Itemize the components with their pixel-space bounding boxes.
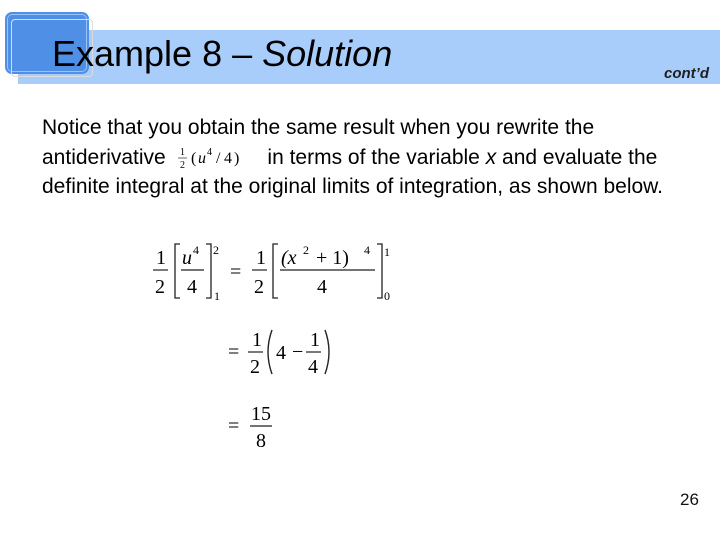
body-paragraph <box>42 113 702 202</box>
l1-lhs-left-bracket <box>175 244 180 298</box>
l3-num: 15 <box>251 403 271 425</box>
l1-lhs-upper: 2 <box>213 243 219 257</box>
inline-exp: 4 <box>206 146 212 158</box>
inline-close-paren: ) <box>233 149 239 167</box>
equation-line-1 <box>150 240 400 302</box>
l1-lhs-lower: 1 <box>214 289 220 302</box>
inline-slash: / <box>215 149 221 167</box>
l1-lhs-num: 1 <box>156 247 166 269</box>
l1-rhs-den2: 4 <box>317 276 327 298</box>
l1-rhs-expr: (x <box>281 247 297 269</box>
l1-lhs-right-bracket <box>206 244 211 298</box>
l1-rhs-exp: 4 <box>364 243 370 257</box>
inline-coef-den: 2 <box>179 159 185 170</box>
l2-four: 4 <box>276 342 286 364</box>
l2-den: 2 <box>250 356 260 378</box>
l1-rhs-sq: 2 <box>303 243 309 257</box>
equation-line-3 <box>226 402 286 452</box>
l2-right-paren <box>325 330 329 374</box>
l1-rhs-left-bracket <box>273 244 278 298</box>
title-main: Example 8 – <box>52 33 263 74</box>
title-solution: Solution <box>262 33 393 74</box>
l1-rhs-num: 1 <box>256 247 266 269</box>
l1-rhs-lower: 0 <box>384 289 390 302</box>
l2-frac-num: 1 <box>310 329 320 351</box>
inline-coef-num: 1 <box>179 146 185 158</box>
l2-frac-den: 4 <box>308 356 318 378</box>
l1-equals: = <box>230 261 242 283</box>
text-before: Notice that you obtain the same result when you rewrite the antiderivative <box>42 116 595 169</box>
l1-rhs-den: 2 <box>254 276 264 298</box>
l1-lhs-exp: 4 <box>193 243 199 257</box>
continued-label: cont’d <box>664 65 709 82</box>
inline-open-paren: ( <box>190 149 196 167</box>
l1-lhs-base: u <box>182 247 192 269</box>
equation-line-2 <box>226 326 336 378</box>
l1-lhs-den2: 4 <box>187 276 197 298</box>
text-middle: in terms of the variable <box>267 145 480 169</box>
l2-left-paren <box>268 330 272 374</box>
l2-minus: − <box>292 341 304 363</box>
variable-x: x <box>485 145 497 169</box>
l1-rhs-plus: + 1) <box>316 247 349 269</box>
l1-lhs-den: 2 <box>155 276 165 298</box>
l2-equals: = <box>228 341 240 363</box>
l1-rhs-right-bracket <box>377 244 382 298</box>
l3-den: 8 <box>256 430 266 452</box>
inline-base: u <box>197 149 206 167</box>
l2-num: 1 <box>252 329 262 351</box>
inline-antiderivative <box>176 144 258 170</box>
l1-rhs-upper: 1 <box>384 245 390 259</box>
inline-den: 4 <box>223 149 232 167</box>
text-after: and evaluate the definite integral at the original limits of integration, as shown below. <box>42 145 664 198</box>
slide-title <box>52 30 392 78</box>
l3-equals: = <box>228 415 240 437</box>
page-number: 26 <box>680 490 699 509</box>
